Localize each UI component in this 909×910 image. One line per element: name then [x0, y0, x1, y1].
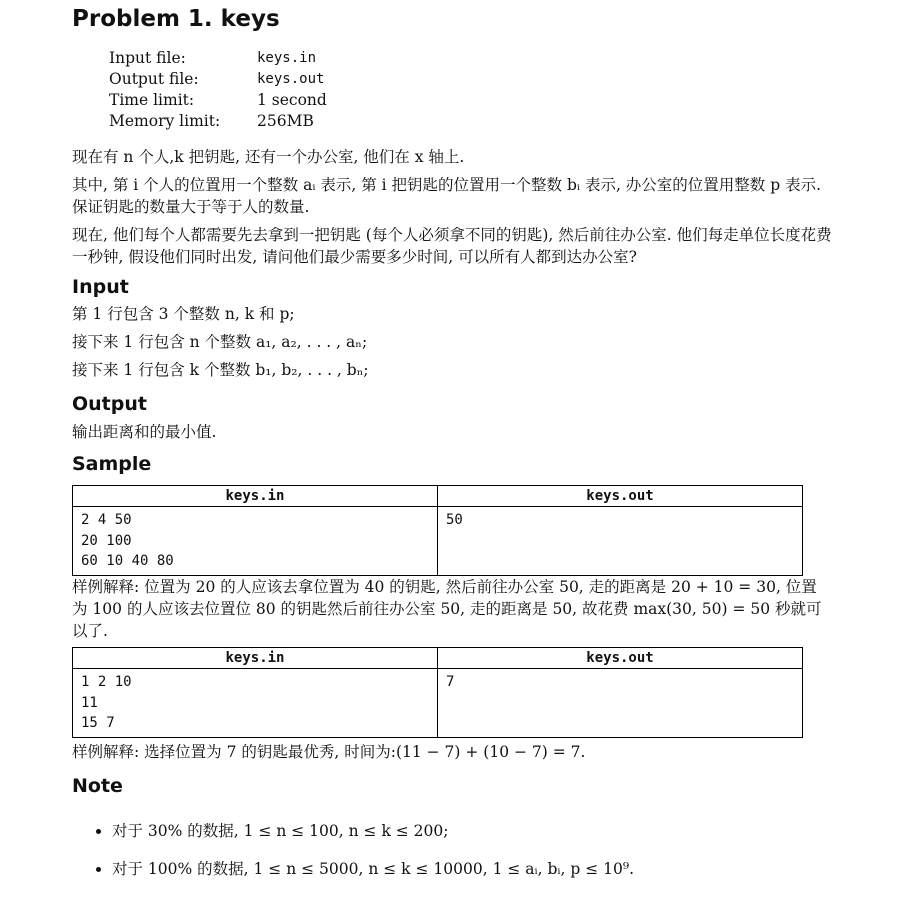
meta-key: Time limit: — [109, 91, 195, 109]
sample-col-output: keys.out — [438, 486, 803, 507]
sample-explanation-2: 样例解释: 选择位置为 7 的钥匙最优秀, 时间为:(11 − 7) + (10 − 7) = 7. — [72, 743, 586, 761]
note-item: • 对于 100% 的数据, 1 ≤ n ≤ 5000, n ≤ k ≤ 10000, 1 ≤ aᵢ, bᵢ, p ≤ 10⁹. — [112, 858, 634, 880]
sample-heading: Sample — [72, 453, 152, 475]
sample-col-input: keys.in — [73, 486, 438, 507]
sample-table-2 — [72, 647, 803, 738]
problem-title: Problem 1. keys — [72, 6, 280, 32]
input-line-3: 接下来 1 行包含 k 个整数 b₁, b₂, . . . , bₙ; — [72, 361, 369, 379]
sample-input-line: 20 100 — [81, 532, 132, 549]
output-line-1: 输出距离和的最小值. — [72, 423, 217, 441]
meta-value: keys.in — [257, 50, 317, 66]
sample-input-cell — [73, 669, 438, 738]
note-heading: Note — [72, 775, 123, 797]
sample-input-line: 60 10 40 80 — [81, 553, 174, 569]
sample-explanation-1: 样例解释: 位置为 20 的人应该去拿位置为 40 的钥匙, 然后前往办公室 50, 走的距离是 20 + 10 = 30, 位置为 100 的人应该去位置位 80 的钥匙然后前往办公室 50, 走的距离是 50, 故花费 max(30, 50) = 50 秒就可以了. — [72, 578, 822, 640]
sample-input-line: 2 4 50 — [81, 512, 132, 528]
input-line-2: 接下来 1 行包含 n 个整数 a₁, a₂, . . . , aₙ; — [72, 333, 368, 351]
meta-value: 256MB — [257, 112, 314, 130]
output-heading: Output — [72, 393, 147, 415]
note-item: • 对于 30% 的数据, 1 ≤ n ≤ 100, n ≤ k ≤ 200; — [112, 820, 634, 842]
sample-output-cell — [438, 507, 803, 576]
sample-output-line: 7 — [446, 674, 455, 690]
sample-input-line: 15 7 — [81, 715, 115, 731]
sample-output-line: 50 — [446, 512, 463, 528]
sample-col-output: keys.out — [438, 648, 803, 669]
meta-value: 1 second — [257, 91, 327, 109]
meta-key: Memory limit: — [109, 112, 221, 130]
sample-output-cell — [438, 669, 803, 738]
input-heading: Input — [72, 276, 129, 298]
statement-paragraph-1: 现在有 n 个人,k 把钥匙, 还有一个办公室, 他们在 x 轴上. — [72, 148, 465, 166]
sample-input-cell — [73, 507, 438, 576]
input-line-1: 第 1 行包含 3 个整数 n, k 和 p; — [72, 305, 295, 323]
sample-input-line: 11 — [81, 694, 98, 711]
statement-paragraph-3: 现在, 他们每个人都需要先去拿到一把钥匙 (每个人必须拿不同的钥匙), 然后前往办公室. 他们每走单位长度花费一秒钟, 假设他们同时出发, 请问他们最少需要多少时间, 可以所有人都到达办公室? — [72, 226, 832, 266]
sample-input-line: 1 2 10 — [81, 674, 132, 690]
note-list — [72, 820, 634, 896]
meta-value: keys.out — [257, 71, 325, 87]
meta-key: Output file: — [109, 70, 199, 88]
meta-row-output-file — [109, 69, 327, 90]
meta-key: Input file: — [109, 49, 186, 67]
statement-paragraph-2: 其中, 第 i 个人的位置用一个整数 aᵢ 表示, 第 i 把钥匙的位置用一个整数 bᵢ 表示, 办公室的位置用整数 p 表示. 保证钥匙的数量大于等于人的数量. — [72, 176, 821, 216]
meta-row-time-limit — [109, 90, 327, 111]
problem-meta — [109, 48, 327, 132]
sample-table-1 — [72, 485, 803, 576]
meta-row-memory-limit — [109, 111, 327, 132]
meta-row-input-file — [109, 48, 327, 69]
sample-col-input: keys.in — [73, 648, 438, 669]
